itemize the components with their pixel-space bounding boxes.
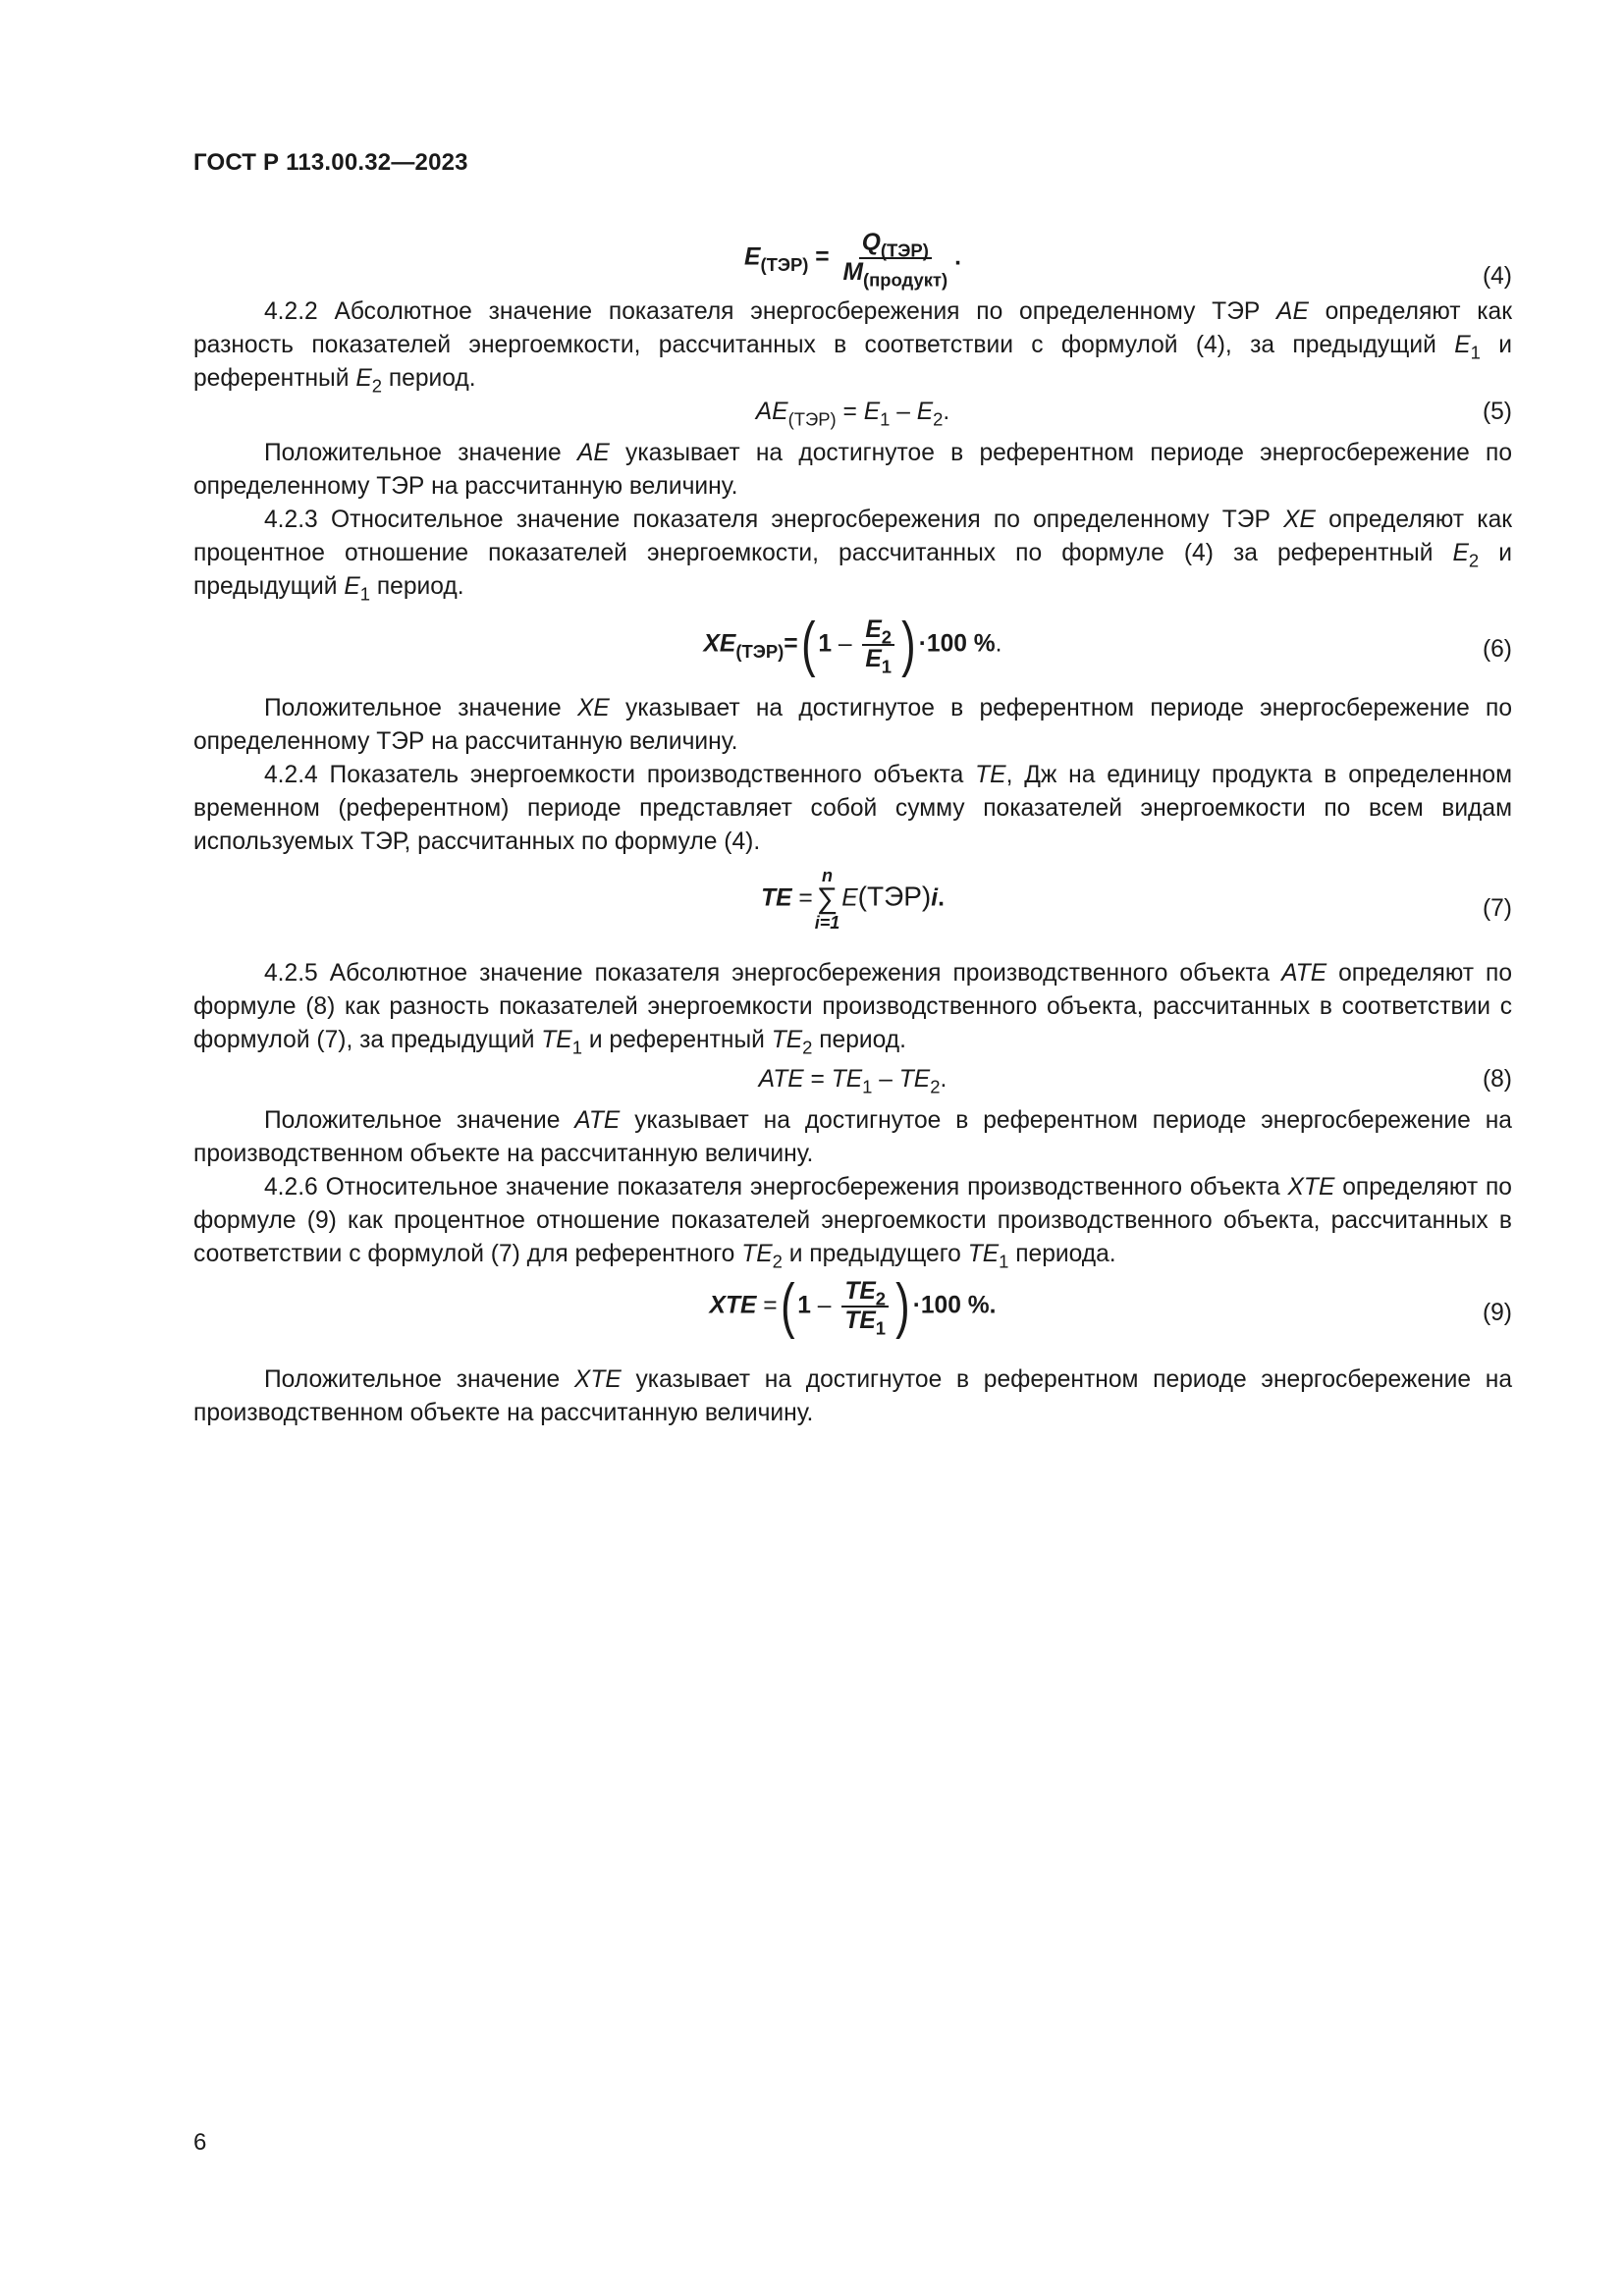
formula-eq-sign: = <box>798 884 813 912</box>
formula-number: (9) <box>1482 1300 1512 1326</box>
formula-sub: 2 <box>933 408 944 430</box>
variable: E <box>1454 332 1471 358</box>
variable: TE <box>975 762 1006 788</box>
formula-var: E <box>863 399 881 425</box>
subscript: 1 <box>571 1037 582 1058</box>
formula-eq-sign: = <box>763 1292 778 1319</box>
formula-sub: (ТЭР) <box>760 253 809 275</box>
page-number: 6 <box>193 2129 207 2156</box>
paragraph-4-2-5 <box>193 957 1512 1057</box>
formula-sub: 2 <box>930 1076 941 1097</box>
formula-var: E <box>865 646 882 672</box>
paragraph-4-2-2-note <box>193 437 1512 504</box>
formula-sub: 1 <box>880 408 891 430</box>
fraction-denominator <box>839 259 950 291</box>
text: и референтный <box>193 332 1513 392</box>
subscript: 1 <box>999 1251 1009 1272</box>
sum-symbol: ∑ <box>816 882 839 915</box>
formula-eq-sign: = <box>815 243 830 271</box>
formula-var: TE <box>761 884 792 912</box>
formula-9-expression <box>709 1272 997 1340</box>
fraction-numerator <box>859 231 932 259</box>
paragraph-4-2-3 <box>193 504 1512 604</box>
variable: XE <box>576 695 610 721</box>
paragraph-4-2-3-note <box>193 692 1512 759</box>
subscript: 2 <box>1468 550 1480 571</box>
fraction-numerator <box>841 1279 889 1308</box>
text: указывает на достигнутое в референтном периоде энергосбережение по определенному ТЭР на рассчитанную величину. <box>193 440 1512 500</box>
formula-var: TE <box>898 1066 931 1093</box>
text: 4.2.2 Абсолютное значение показателя энергосбережения по определенному ТЭР <box>264 298 1277 325</box>
subscript: 2 <box>772 1251 783 1272</box>
formula-number: (7) <box>1482 895 1512 922</box>
formula-number: (5) <box>1482 399 1512 425</box>
formula-var: Q <box>861 230 881 256</box>
formula-fraction <box>841 1278 889 1339</box>
formula-sub: (ТЭР) <box>880 240 929 261</box>
formula-fraction <box>839 230 950 291</box>
variable: AE <box>1276 298 1309 325</box>
text: период. <box>370 573 464 600</box>
formula-sub: 1 <box>875 1317 887 1339</box>
formula-8-expression <box>759 1063 947 1096</box>
variable: E <box>355 365 372 392</box>
formula-op: – <box>838 630 852 658</box>
text: 4.2.5 Абсолютное значение показателя энергосбережения производственного объекта <box>264 960 1282 987</box>
subscript: 2 <box>802 1037 813 1058</box>
formula-var: TE <box>831 1066 863 1093</box>
subscript: 2 <box>371 375 382 397</box>
formula-7 <box>193 867 1512 949</box>
formula-5-expression <box>756 396 949 429</box>
left-paren: ( <box>780 1272 795 1340</box>
paragraph-4-2-5-note <box>193 1104 1512 1171</box>
variable: E <box>344 573 360 600</box>
paragraph-4-2-6 <box>193 1171 1512 1271</box>
formula-4 <box>193 230 1512 291</box>
formula-var: ATE <box>758 1066 804 1093</box>
formula-var: E <box>916 399 934 425</box>
text: Положительное значение <box>264 695 577 721</box>
formula-end: . <box>943 399 950 425</box>
formula-op: = <box>803 1066 832 1093</box>
variable: ATE <box>574 1107 621 1134</box>
formula-const: 1 <box>818 630 832 658</box>
formula-7-expression <box>761 867 945 932</box>
variable: E <box>1452 540 1469 566</box>
document-header: ГОСТ Р 113.00.32—2023 <box>193 149 468 176</box>
variable: XTE <box>573 1366 622 1393</box>
formula-sub: 1 <box>881 656 893 677</box>
formula-op: – <box>890 399 917 425</box>
text: и предыдущего <box>782 1241 968 1267</box>
variable: TE <box>967 1241 1000 1267</box>
text: Положительное значение <box>264 1107 575 1134</box>
formula-var: XE <box>703 630 736 658</box>
formula-var: E <box>841 884 858 912</box>
text: определяют как процентное отношение показателей энергоемкости, рассчитанных по формуле (4) за референтный <box>193 507 1513 566</box>
paragraph-4-2-4 <box>193 759 1512 859</box>
variable: TE <box>541 1027 572 1053</box>
summation <box>815 867 840 932</box>
formula-var: TE <box>844 1278 876 1305</box>
formula-fraction <box>862 616 894 677</box>
formula-arg: (ТЭР) <box>857 881 932 912</box>
formula-op: – <box>872 1066 899 1093</box>
text: указывает на достигнутое в референтном периоде энергосбережение на производственном объекте на рассчитанную величину. <box>193 1107 1512 1167</box>
formula-8 <box>193 1063 1512 1096</box>
formula-sub: (ТЭР) <box>735 640 785 662</box>
formula-end: . <box>940 1066 947 1093</box>
sum-upper-limit: n <box>822 866 833 885</box>
formula-end: . <box>995 630 1002 658</box>
formula-sub: (ТЭР) <box>787 408 837 430</box>
formula-sub: 1 <box>862 1076 873 1097</box>
text: Положительное значение <box>264 1366 574 1393</box>
text: определяют по формуле (9) как процентное отношение показателей энергоемкости производственного объекта, рассчитанных в соответствии с формулой (7) для референтного <box>193 1174 1512 1267</box>
formula-sub: 2 <box>875 1288 887 1309</box>
variable: TE <box>741 1241 773 1267</box>
formula-eq-sign: = <box>784 630 798 658</box>
formula-var: AE <box>755 399 788 425</box>
text: период. <box>812 1027 906 1053</box>
right-paren: ) <box>901 611 916 678</box>
left-paren: ( <box>800 611 816 678</box>
text: периода. <box>1008 1241 1116 1267</box>
right-paren: ) <box>895 1272 910 1340</box>
formula-op: = <box>836 399 864 425</box>
fraction-denominator <box>841 1308 889 1339</box>
text: указывает на достигнутое в референтном периоде энергосбережение на производственном объекте на рассчитанную величину. <box>193 1366 1512 1426</box>
formula-number: (4) <box>1482 263 1512 290</box>
formula-5 <box>193 396 1512 429</box>
formula-var: M <box>842 259 863 286</box>
variable: AE <box>576 440 610 466</box>
text: определяют как разность показателей энергоемкости, рассчитанных в соответствии с формулой (4), за предыдущий <box>193 298 1512 358</box>
fraction-denominator <box>862 646 894 677</box>
formula-4-expression <box>744 230 961 291</box>
text: период. <box>381 365 476 392</box>
paragraph-4-2-2 <box>193 295 1512 396</box>
text: 4.2.6 Относительное значение показателя энергосбережения производственного объекта <box>264 1174 1288 1201</box>
formula-6 <box>193 611 1512 690</box>
variable: XTE <box>1287 1174 1335 1201</box>
sum-lower-limit: i=1 <box>814 913 840 933</box>
formula-var: E <box>865 616 882 643</box>
formula-9 <box>193 1272 1512 1354</box>
formula-var: TE <box>844 1308 876 1334</box>
text: 4.2.4 Показатель энергоемкости производственного объекта <box>264 762 976 788</box>
formula-sub: (продукт) <box>862 269 948 291</box>
paragraph-4-2-6-note <box>193 1363 1512 1430</box>
text: Положительное значение <box>264 440 577 466</box>
formula-index: i <box>931 884 939 912</box>
formula-end: . <box>954 243 961 271</box>
formula-tail: ·100 % <box>918 630 996 658</box>
fraction-numerator <box>862 617 894 646</box>
formula-tail: ·100 %. <box>912 1292 997 1319</box>
formula-var: XTE <box>709 1292 757 1319</box>
formula-number: (6) <box>1482 636 1512 663</box>
page-content <box>193 230 1513 1430</box>
formula-6-expression <box>703 611 1002 678</box>
formula-number: (8) <box>1482 1066 1512 1093</box>
formula-sub: 2 <box>881 626 893 648</box>
text: и референтный <box>581 1027 772 1053</box>
variable: ATE <box>1281 960 1327 987</box>
text: , Дж на единицу продукта в определенном временном (референтном) периоде представляет собой сумму показателей энергоемкости по всем видам используемых ТЭР, рассчитанных по формуле (4). <box>193 762 1512 855</box>
text: определяют по формуле (8) как разность показателей энергоемкости производственного объекта, рассчитанных в соответствии с формулой (7), за предыдущий <box>193 960 1512 1053</box>
subscript: 1 <box>1470 342 1481 363</box>
formula-op: – <box>817 1292 832 1319</box>
variable: XE <box>1283 507 1316 533</box>
formula-end: . <box>938 884 945 912</box>
subscript: 1 <box>359 583 371 605</box>
formula-var: E <box>744 243 761 271</box>
text: и предыдущий <box>193 540 1512 600</box>
variable: TE <box>771 1027 803 1053</box>
text: 4.2.3 Относительное значение показателя энергосбережения по определенному ТЭР <box>264 507 1284 533</box>
formula-const: 1 <box>797 1292 811 1319</box>
text: указывает на достигнутое в референтном периоде энергосбережение по определенному ТЭР на рассчитанную величину. <box>193 695 1512 755</box>
